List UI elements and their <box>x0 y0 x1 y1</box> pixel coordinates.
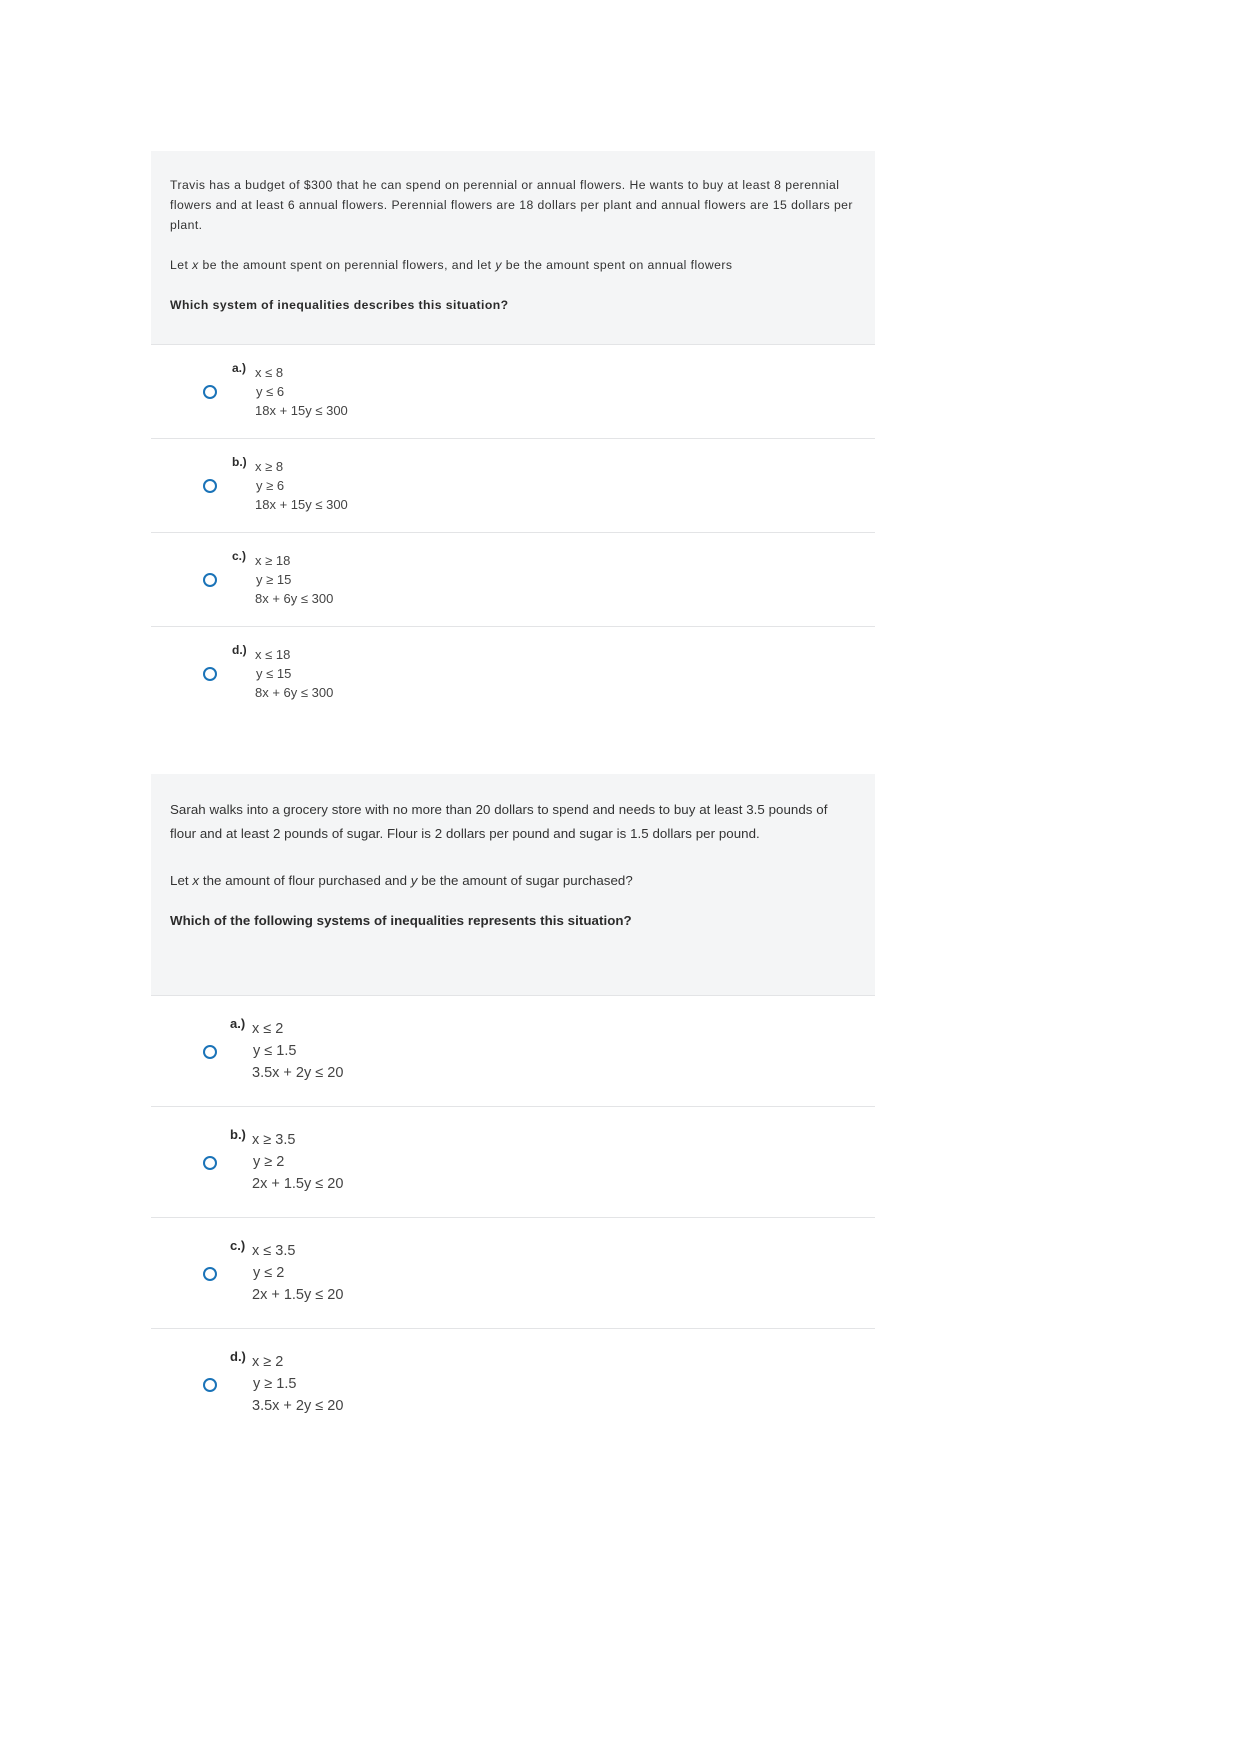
letdef-text: Let <box>170 873 193 888</box>
question-2-ask: Which of the following systems of inequalities represents this situation? <box>170 912 632 928</box>
choice-label: a.) <box>232 361 247 375</box>
radio-button[interactable] <box>203 573 217 587</box>
radio-button[interactable] <box>203 667 217 681</box>
inequality-line: y ≤ 2 <box>253 1265 285 1281</box>
choice-inequalities <box>252 1018 343 1084</box>
letdef-text: be the amount spent on annual flowers <box>501 258 733 272</box>
question-2-prompt <box>151 774 875 996</box>
choice-inequalities <box>252 1129 343 1195</box>
q2-choice-a[interactable] <box>151 996 875 1107</box>
inequality-line: 3.5x + 2y ≤ 20 <box>252 1065 344 1081</box>
inequality-line: y ≥ 15 <box>256 572 292 587</box>
question-2 <box>151 774 875 1440</box>
inequality-line: x ≤ 2 <box>252 1021 284 1037</box>
question-2-stem: Sarah walks into a grocery store with no more than 20 dollars to spend and needs to buy at least 3.5 pounds of flour and at least 2 pounds of sugar. Flour is 2 dollars per pound and sugar is 1.5 dollars per pound. <box>170 802 828 841</box>
inequality-line: 8x + 6y ≤ 300 <box>255 685 334 700</box>
q1-choice-c[interactable] <box>151 533 875 627</box>
inequality-line: y ≤ 6 <box>256 384 285 399</box>
inequality-line: 18x + 15y ≤ 300 <box>255 497 348 512</box>
inequality-line: y ≤ 15 <box>256 666 292 681</box>
choice-inequalities <box>255 551 333 608</box>
choice-inequalities <box>255 645 333 702</box>
inequality-line: x ≥ 3.5 <box>252 1132 296 1148</box>
choice-label: b.) <box>230 1127 246 1142</box>
letdef-text: the amount of flour purchased and <box>199 873 411 888</box>
inequality-line: x ≥ 2 <box>252 1354 284 1370</box>
radio-button[interactable] <box>203 1045 217 1059</box>
radio-button[interactable] <box>203 479 217 493</box>
choice-inequalities <box>252 1240 343 1306</box>
choice-label: d.) <box>230 1349 246 1364</box>
letdef-text: be the amount of sugar purchased? <box>417 873 633 888</box>
variable-x: x <box>192 873 200 888</box>
inequality-line: y ≥ 6 <box>256 478 285 493</box>
choice-inequalities <box>255 457 348 514</box>
inequality-line: x ≥ 18 <box>255 553 291 568</box>
q2-choice-c[interactable] <box>151 1218 875 1329</box>
choice-label: c.) <box>230 1238 246 1253</box>
radio-button[interactable] <box>203 1378 217 1392</box>
letdef-text: be the amount spent on perennial flowers, and let <box>198 258 496 272</box>
question-1-ask: Which system of inequalities describes this situation? <box>170 298 509 312</box>
letdef-text: Let <box>170 258 193 272</box>
q1-choice-a[interactable] <box>151 345 875 439</box>
inequality-line: 2x + 1.5y ≤ 20 <box>252 1287 344 1303</box>
inequality-line: x ≤ 8 <box>255 365 284 380</box>
question-1 <box>151 151 875 721</box>
inequality-line: 8x + 6y ≤ 300 <box>255 591 334 606</box>
inequality-line: y ≥ 1.5 <box>253 1376 297 1392</box>
q1-choice-b[interactable] <box>151 439 875 533</box>
variable-y: y <box>495 258 502 272</box>
inequality-line: x ≤ 3.5 <box>252 1243 296 1259</box>
radio-button[interactable] <box>203 1267 217 1281</box>
question-1-prompt <box>151 151 875 345</box>
q1-choice-d[interactable] <box>151 627 875 721</box>
question-1-variable-definition <box>170 255 855 275</box>
choice-label: d.) <box>232 643 247 657</box>
radio-button[interactable] <box>203 385 217 399</box>
variable-x: x <box>192 258 199 272</box>
inequality-line: 3.5x + 2y ≤ 20 <box>252 1398 344 1414</box>
choice-inequalities <box>255 363 348 420</box>
choice-inequalities <box>252 1351 343 1417</box>
question-2-variable-definition <box>170 869 855 893</box>
choice-label: c.) <box>232 549 247 563</box>
choice-label: b.) <box>232 455 247 469</box>
inequality-line: y ≤ 1.5 <box>253 1043 297 1059</box>
q2-choice-b[interactable] <box>151 1107 875 1218</box>
inequality-line: 2x + 1.5y ≤ 20 <box>252 1176 344 1192</box>
inequality-line: x ≥ 8 <box>255 459 284 474</box>
choice-label: a.) <box>230 1016 246 1031</box>
inequality-line: x ≤ 18 <box>255 647 291 662</box>
inequality-line: 18x + 15y ≤ 300 <box>255 403 348 418</box>
inequality-line: y ≥ 2 <box>253 1154 285 1170</box>
question-1-stem: Travis has a budget of $300 that he can spend on perennial or annual flowers. He wants to buy at least 8 perennial flowers and at least 6 annual flowers. Perennial flowers are 18 dollars per plant and annual flowers are 15 dollars per plant. <box>170 178 853 232</box>
radio-button[interactable] <box>203 1156 217 1170</box>
q2-choice-d[interactable] <box>151 1329 875 1440</box>
variable-y: y <box>410 873 418 888</box>
